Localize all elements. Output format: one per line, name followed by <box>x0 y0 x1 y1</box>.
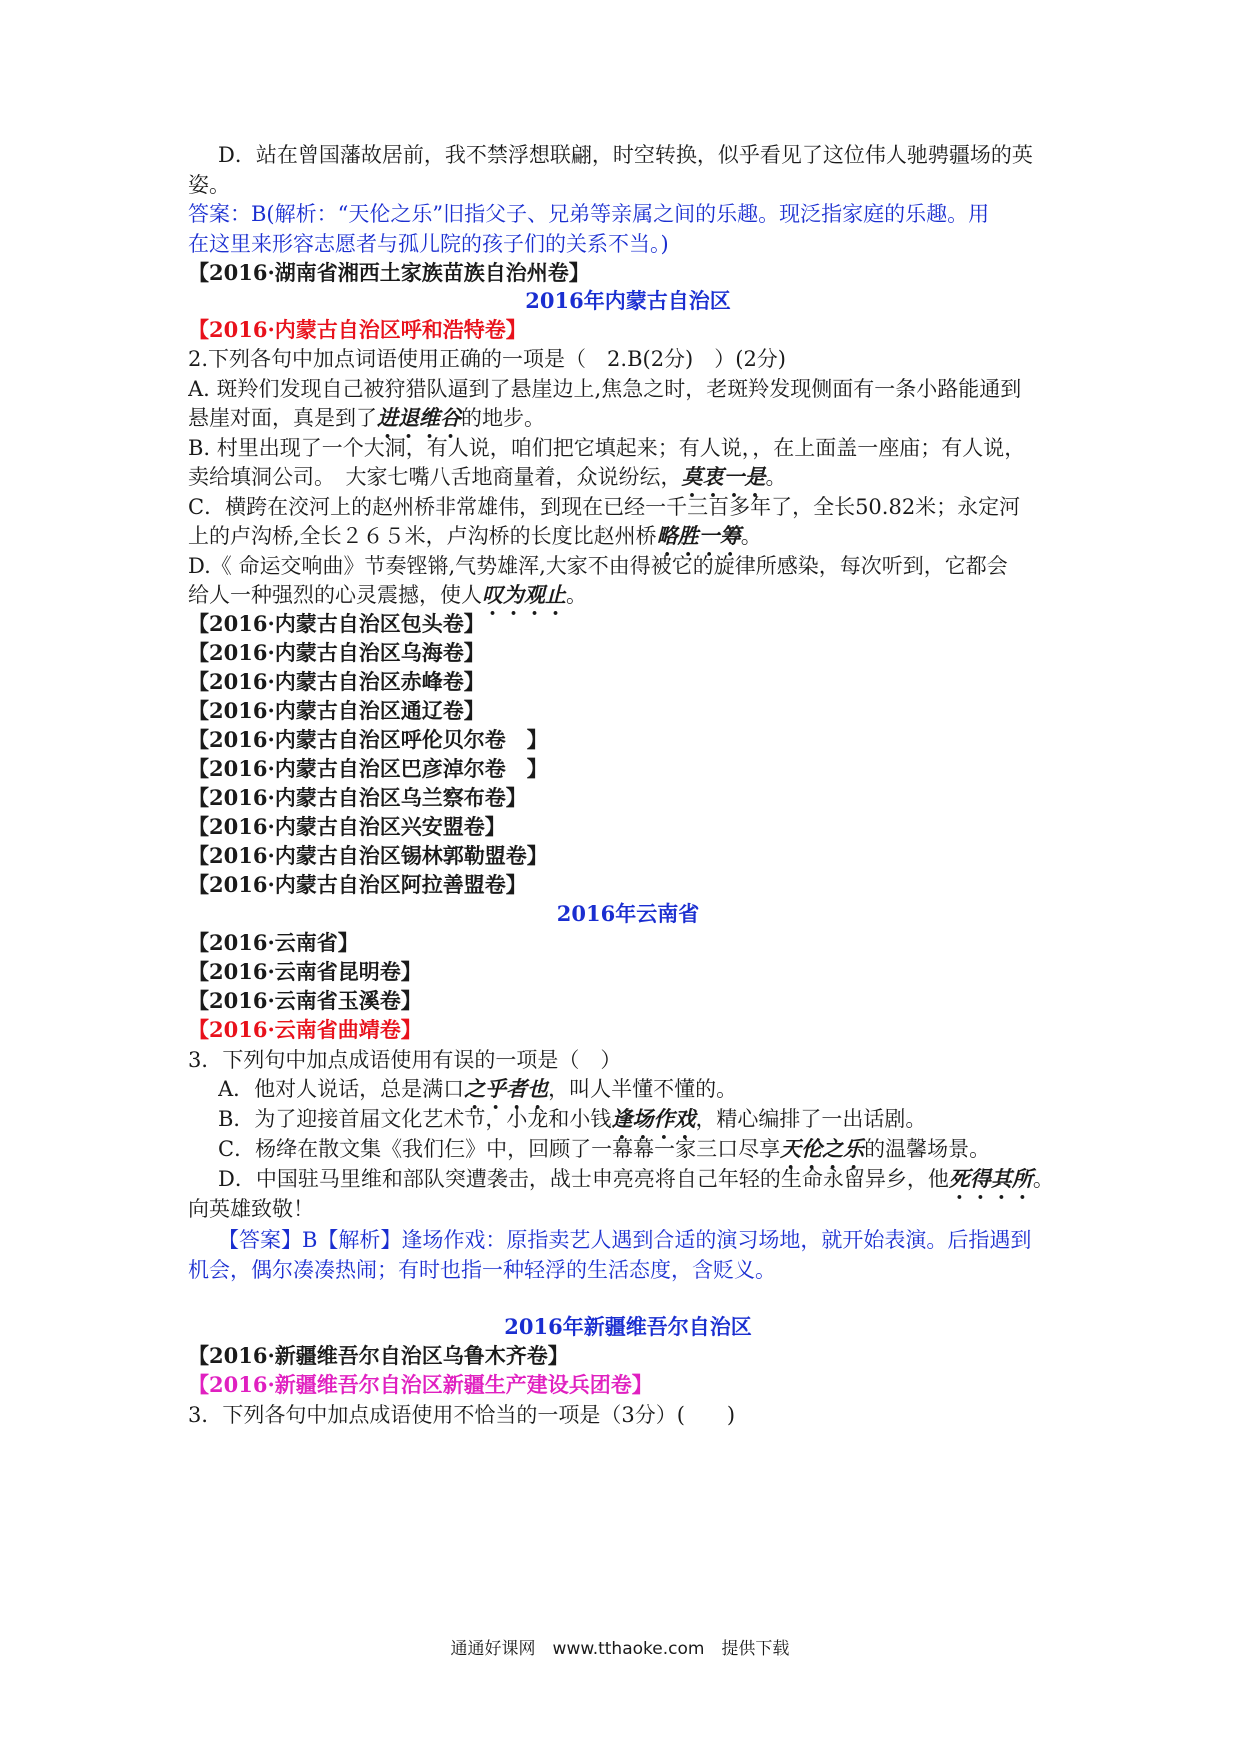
section-heading-chifeng: 【2016·内蒙古自治区赤峰卷】 <box>188 669 485 694</box>
section-heading-kunming: 【2016·云南省昆明卷】 <box>188 959 422 984</box>
answer-line1: 答案：B(解析：“天伦之乐”旧指父子、兄弟等亲属之间的乐趣。现泛指家庭的乐趣。用 <box>188 202 990 226</box>
section-heading-wulanchabu: 【2016·内蒙古自治区乌兰察布卷】 <box>188 785 527 810</box>
answer-3-line2: 机会，偶尔凑凑热闹；有时也指一种轻浮的生活态度，含贬义。 <box>188 1258 776 1282</box>
section-heading-wuhai: 【2016·内蒙古自治区乌海卷】 <box>188 640 485 665</box>
text-segment: ，精心编排了一出话剧。 <box>695 1107 927 1131</box>
section-heading-alashanmeng: 【2016·内蒙古自治区阿拉善盟卷】 <box>188 872 527 897</box>
dotted-idiom: 之乎者也 <box>464 1076 549 1101</box>
question-2-option-c-line1: C．横跨在洨河上的赵州桥非常雄伟，到现在已经一千三百多年了，全长50.82米；永定河 <box>188 495 1021 519</box>
region-title-xinjiang: 2016年新疆维吾尔自治区 <box>504 1314 752 1339</box>
question-3-stem: 3．下列句中加点成语使用有误的一项是（ ） <box>188 1048 622 1072</box>
text-segment: 的温馨场景。 <box>864 1137 991 1161</box>
question-2-option-b-line1: B. 村里出现了一个大洞，有人说，咱们把它填起来；有人说，，在上面盖一座庙；有人说， <box>188 436 1026 460</box>
dotted-idiom: 略胜一筹 <box>656 523 741 548</box>
section-heading-yunnan: 【2016·云南省】 <box>188 930 359 955</box>
question-3-xinjiang-stem: 3．下列各句中加点成语使用不恰当的一项是（3分）( ) <box>188 1403 736 1427</box>
section-heading-baotou: 【2016·内蒙古自治区包头卷】 <box>188 611 485 636</box>
section-heading-xilinguolemeng: 【2016·内蒙古自治区锡林郭勒盟卷】 <box>188 843 548 868</box>
section-heading-huhehaote: 【2016·内蒙古自治区呼和浩特卷】 <box>188 317 527 342</box>
text-segment: 卖给填洞公司。 大家七嘴八舌地商量着，众说纷纭， <box>188 465 682 489</box>
text-segment: C．杨绛在散文集《我们仨》中，回顾了一幕幕一家三口尽享 <box>218 1137 781 1161</box>
question-2-option-d-line1: D.《 命运交响曲》节奏铿锵,气势雄浑,大家不由得被它的旋律所感染，每次听到，它都会 <box>188 554 1008 578</box>
text-segment: 悬崖对面，真是到了 <box>188 406 377 430</box>
question-3-option-d-cont: 向英雄致敬！ <box>188 1197 314 1221</box>
answer-3-line1: 【答案】B【解析】逢场作戏：原指卖艺人遇到合适的演习场地，就开始表演。后指遇到 <box>218 1228 1032 1252</box>
text-segment: 上的卢沟桥,全长２６５米，卢沟桥的长度比赵州桥 <box>188 524 657 548</box>
text-segment: D．中国驻马里维和部队突遭袭击，战士申亮亮将自己年轻的生命永留异乡，他 <box>218 1167 949 1191</box>
text-segment: A．他对人说话，总是满口 <box>218 1077 465 1101</box>
section-heading-tongliao: 【2016·内蒙古自治区通辽卷】 <box>188 698 485 723</box>
text-segment: 的地步。 <box>461 406 545 430</box>
section-heading-xinganmeng: 【2016·内蒙古自治区兴安盟卷】 <box>188 814 506 839</box>
dotted-idiom: 逢场作戏 <box>611 1106 696 1131</box>
text-segment: B．为了迎接首届文化艺术节，小龙和小钱 <box>218 1107 612 1131</box>
section-heading-wulumuqi: 【2016·新疆维吾尔自治区乌鲁木齐卷】 <box>188 1343 569 1368</box>
text-segment: 。 <box>740 524 762 548</box>
dotted-idiom: 天伦之乐 <box>780 1136 865 1161</box>
section-heading-bingtuan: 【2016·新疆维吾尔自治区新疆生产建设兵团卷】 <box>188 1372 653 1397</box>
question-2-stem: 2.下列各句中加点词语使用正确的一项是（ 2.B(2分) ）(2分) <box>188 347 786 371</box>
section-heading-bayannaoer: 【2016·内蒙古自治区巴彦淖尔卷 】 <box>188 756 548 781</box>
region-title-yunnan: 2016年云南省 <box>556 901 700 926</box>
section-heading-xiangxi: 【2016·湖南省湘西土家族苗族自治州卷】 <box>188 260 590 285</box>
text-segment: 。 <box>1032 1167 1054 1191</box>
text-segment: 。 <box>765 465 787 489</box>
dotted-idiom: 死得其所 <box>948 1166 1033 1191</box>
option-d-line2: 姿。 <box>188 173 230 197</box>
dotted-idiom: 莫衷一是 <box>681 464 766 489</box>
option-d-line1: D．站在曾国藩故居前，我不禁浮想联翩，时空转换，似乎看见了这位伟人驰骋疆场的英 <box>218 143 1033 167</box>
region-title-neimenggu: 2016年内蒙古自治区 <box>525 288 731 313</box>
text-segment: 给人一种强烈的心灵震撼，使人 <box>188 583 482 607</box>
text-segment: ，叫人半懂不懂的。 <box>548 1077 738 1101</box>
text-segment: 。 <box>566 583 587 607</box>
question-2-option-a-line1: A. 斑羚们发现自己被狩猎队逼到了悬崖边上,焦急之时，老斑羚发现侧面有一条小路能通到 <box>188 377 1022 401</box>
page-footer: 通通好课网 www.tthaoke.com 提供下载 <box>450 1639 790 1659</box>
answer-line2: 在这里来形容志愿者与孤儿院的孩子们的关系不当。) <box>188 232 669 256</box>
section-heading-qujing: 【2016·云南省曲靖卷】 <box>188 1017 422 1042</box>
dotted-idiom: 进退维谷 <box>377 405 461 430</box>
section-heading-yuxi: 【2016·云南省玉溪卷】 <box>188 988 422 1013</box>
section-heading-hulunbeier: 【2016·内蒙古自治区呼伦贝尔卷 】 <box>188 727 548 752</box>
dotted-idiom: 叹为观止 <box>482 582 566 607</box>
